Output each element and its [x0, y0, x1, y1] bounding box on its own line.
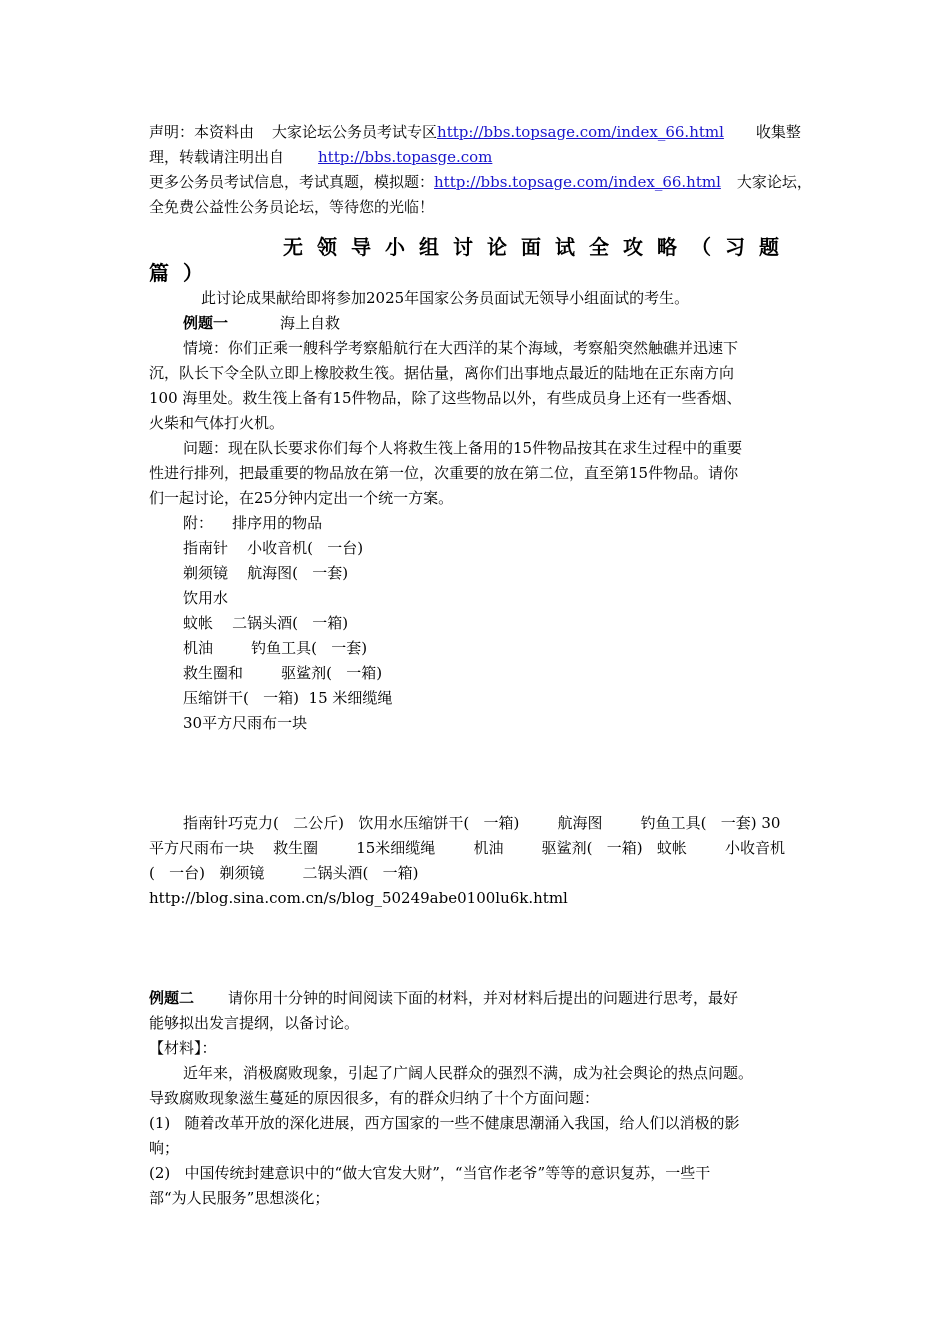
item-line: 指南针 小收音机( 一台): [183, 539, 364, 557]
situation-line: 情境：你们正乘一艘科学考察船航行在大西洋的某个海域，考察船突然触礁并迅速下: [183, 339, 739, 357]
forum-link[interactable]: http://bbs.topsage.com/index_66.html: [437, 123, 724, 141]
item-line: 饮用水: [183, 589, 229, 607]
notice-text: 收集整: [755, 123, 801, 141]
question-line: 们一起讨论，在25分钟内定出一个统一方案。: [149, 489, 454, 507]
item-line: 救生圈和 驱鲨剂( 一箱): [183, 664, 383, 682]
appendix-label: 附： 排序用的物品: [183, 514, 323, 532]
notice-text: 声明：本资料由: [149, 123, 255, 141]
material-paragraph: 导致腐败现象滋生蔓延的原因很多，有的群众归纳了十个方面问题：: [149, 1089, 600, 1107]
notice-text: 更多公务员考试信息，考试真题，模拟题：: [149, 173, 435, 191]
spacer: [149, 911, 811, 986]
answer-line: 平方尺雨布一块 救生圈 15米细缆绳 机油 驱鲨剂( 一箱) 蚊帐 小收音机: [149, 839, 786, 857]
example1-name: 海上自救: [280, 314, 341, 332]
answer-line: ( 一台) 剃须镜 二锅头酒( 一箱): [149, 864, 419, 882]
spacer: [149, 736, 811, 811]
item-line: 剃须镜 航海图( 一套): [183, 564, 349, 582]
material-paragraph: 近年来，消极腐败现象，引起了广阔人民群众的强烈不满，成为社会舆论的热点问题。: [183, 1064, 754, 1082]
situation-line: 沉，队长下令全队立即上橡胶救生筏。据估量，离你们出事地点最近的陆地在正东南方向: [149, 364, 735, 382]
page-title-continued: 篇）: [149, 261, 217, 285]
material-point: 部“为人民服务”思想淡化；: [149, 1189, 330, 1207]
example2-intro-cont: 能够拟出发言提纲，以备讨论。: [149, 1014, 360, 1032]
material-label: 【材料】：: [149, 1039, 217, 1057]
item-line: 30平方尺雨布一块: [183, 714, 308, 732]
source-url: http://blog.sina.com.cn/s/blog_50249abe0100lu6k.html: [149, 889, 568, 907]
item-line: 蚊帐 二锅头酒( 一箱): [183, 614, 349, 632]
example1-label: 例题一: [183, 314, 229, 332]
material-point: (2) 中国传统封建意识中的“做大官发大财”，“当官作老爷”等等的意识复苏，一些干: [149, 1164, 711, 1182]
material-point: 响；: [149, 1139, 180, 1157]
item-line: 机油 钓鱼工具( 一套): [183, 639, 368, 657]
site-link[interactable]: http://bbs.topasge.com: [318, 148, 493, 166]
situation-line: 100 海里处。救生筏上备有15件物品，除了这些物品以外，有些成员身上还有一些香烟、: [149, 389, 742, 407]
material-point: (1) 随着改革开放的深化进展，西方国家的一些不健康思潮涌入我国，给人们以消极的影: [149, 1114, 740, 1132]
situation-line: 火柴和气体打火机。: [149, 414, 285, 432]
notice-line-4: 全免费公益性公务员论坛，等待您的光临！: [149, 198, 435, 216]
notice-forum-text: 大家论坛公务员考试专区: [272, 123, 438, 141]
page-title: 无领导小组讨论面试全攻略（习题: [283, 235, 793, 259]
exam-link[interactable]: http://bbs.topsage.com/index_66.html: [434, 173, 721, 191]
item-line: 压缩饼干( 一箱) 15 米细缆绳: [183, 689, 393, 707]
answer-line: 指南针巧克力( 二公斤) 饮用水压缩饼干( 一箱) 航海图 钓鱼工具( 一套) 30: [183, 814, 781, 832]
notice-text: 理，转载请注明出自: [149, 148, 285, 166]
example2-heading: [149, 986, 811, 1011]
notice-text: 大家论坛，: [736, 173, 812, 191]
example1-heading: [149, 311, 811, 336]
notice-line-1: [149, 120, 811, 145]
intro-text: 此讨论成果献给即将参加2025年国家公务员面试无领导小组面试的考生。: [201, 289, 690, 307]
document-page: [149, 120, 811, 1211]
example2-label: 例题二: [149, 989, 195, 1007]
notice-line-3: [149, 170, 811, 195]
question-line: 问题：现在队长要求你们每个人将救生筏上备用的15件物品按其在求生过程中的重要: [183, 439, 743, 457]
example2-intro: 请你用十分钟的时间阅读下面的材料，并对材料后提出的问题进行思考，最好: [228, 989, 739, 1007]
notice-line-2: [149, 145, 811, 170]
question-line: 性进行排列，把最重要的物品放在第一位，次重要的放在第二位，直至第15件物品。请你: [149, 464, 739, 482]
